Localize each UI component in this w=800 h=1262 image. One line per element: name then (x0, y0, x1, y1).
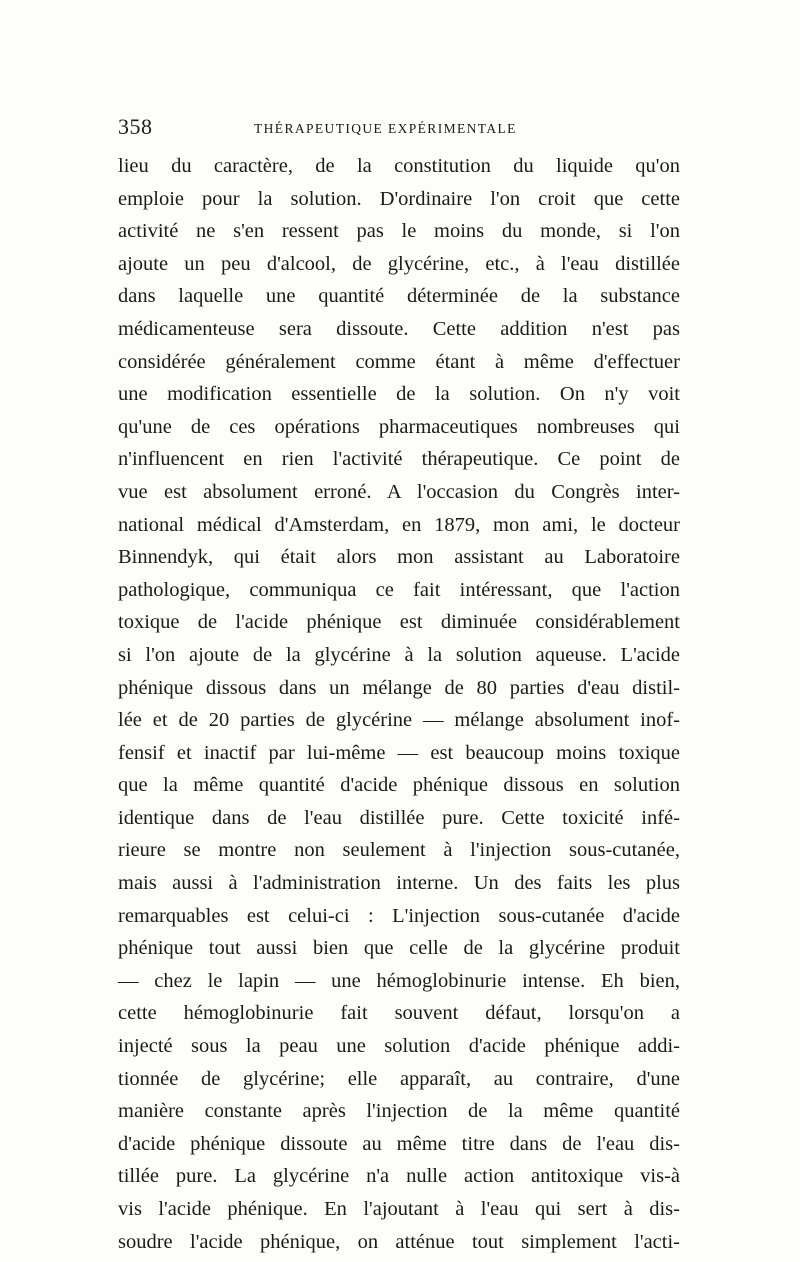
text-line: vis l'acide phénique. En l'ajoutant à l'eau qui sert à dis- (118, 1198, 680, 1220)
text-line: fensif et inactif par lui-même — est beaucoup moins toxique (118, 741, 680, 764)
text-line: médicamenteuse sera dissoute. Cette addition n'est pas (118, 317, 680, 340)
body-text (118, 150, 680, 1258)
text-line: mais aussi à l'administration interne. Un des faits les plus (118, 872, 680, 895)
text-line: vue est absolument erroné. A l'occasion du Congrès inter- (118, 480, 680, 503)
running-title: THÉRAPEUTIQUE EXPÉRIMENTALE (254, 121, 517, 136)
text-line: pathologique, communiqua ce fait intéressant, que l'action (118, 578, 680, 601)
text-line: considérée généralement comme étant à même d'effectuer (118, 350, 680, 373)
page-number: 358 (118, 114, 153, 139)
text-line: rieure se montre non seulement à l'injection sous-cutanée, (118, 839, 680, 862)
text-line: ajoute un peu d'alcool, de glycérine, etc., à l'eau distillée (118, 252, 680, 275)
text-line: activité ne s'en ressent pas le moins du monde, si l'on (118, 220, 680, 243)
text-line: national médical d'Amsterdam, en 1879, mon ami, le docteur (118, 513, 680, 536)
text-line: que la même quantité d'acide phénique dissous en solution (118, 774, 680, 797)
text-line: phénique dissous dans un mélange de 80 parties d'eau distil- (118, 676, 680, 699)
text-line: remarquables est celui-ci : L'injection sous-cutanée d'acide (118, 904, 680, 927)
text-line: d'acide phénique dissoute au même titre dans de l'eau dis- (118, 1132, 680, 1155)
text-line: dans laquelle une quantité déterminée de la substance (118, 285, 680, 308)
text-line: injecté sous la peau une solution d'acide phénique addi- (118, 1035, 680, 1058)
text-line: si l'on ajoute de la glycérine à la solution aqueuse. L'acide (118, 643, 680, 666)
text-line: identique dans de l'eau distillée pure. Cette toxicité infé- (118, 806, 680, 829)
text-line: phénique tout aussi bien que celle de la glycérine produit (118, 937, 680, 960)
text-line: toxique de l'acide phénique est diminuée considérablement (118, 611, 680, 634)
text-line: n'influencent en rien l'activité thérapeutique. Ce point de (118, 448, 680, 471)
text-line: lieu du caractère, de la constitution du liquide qu'on (118, 155, 680, 177)
text-line: qu'une de ces opérations pharmaceutiques nombreuses qui (118, 415, 680, 438)
text-line: manière constante après l'injection de la même quantité (118, 1100, 680, 1123)
text-line: tionnée de glycérine; elle apparaît, au contraire, d'une (118, 1067, 680, 1090)
text-line: cette hémoglobinurie fait souvent défaut, lorsqu'on a (118, 1002, 680, 1025)
text-line: — chez le lapin — une hémoglobinurie intense. Eh bien, (118, 969, 680, 992)
text-line: lée et de 20 parties de glycérine — mélange absolument inof- (118, 709, 680, 732)
text-line: tillée pure. La glycérine n'a nulle action antitoxique vis-à (118, 1165, 680, 1188)
text-line: soudre l'acide phénique, on atténue tout simplement l'acti- (118, 1230, 680, 1253)
running-head (118, 112, 680, 142)
text-line: une modification essentielle de la solution. On n'y voit (118, 383, 680, 406)
text-line: Binnendyk, qui était alors mon assistant au Laboratoire (118, 546, 680, 569)
text-line: emploie pour la solution. D'ordinaire l'on croit que cette (118, 187, 680, 210)
